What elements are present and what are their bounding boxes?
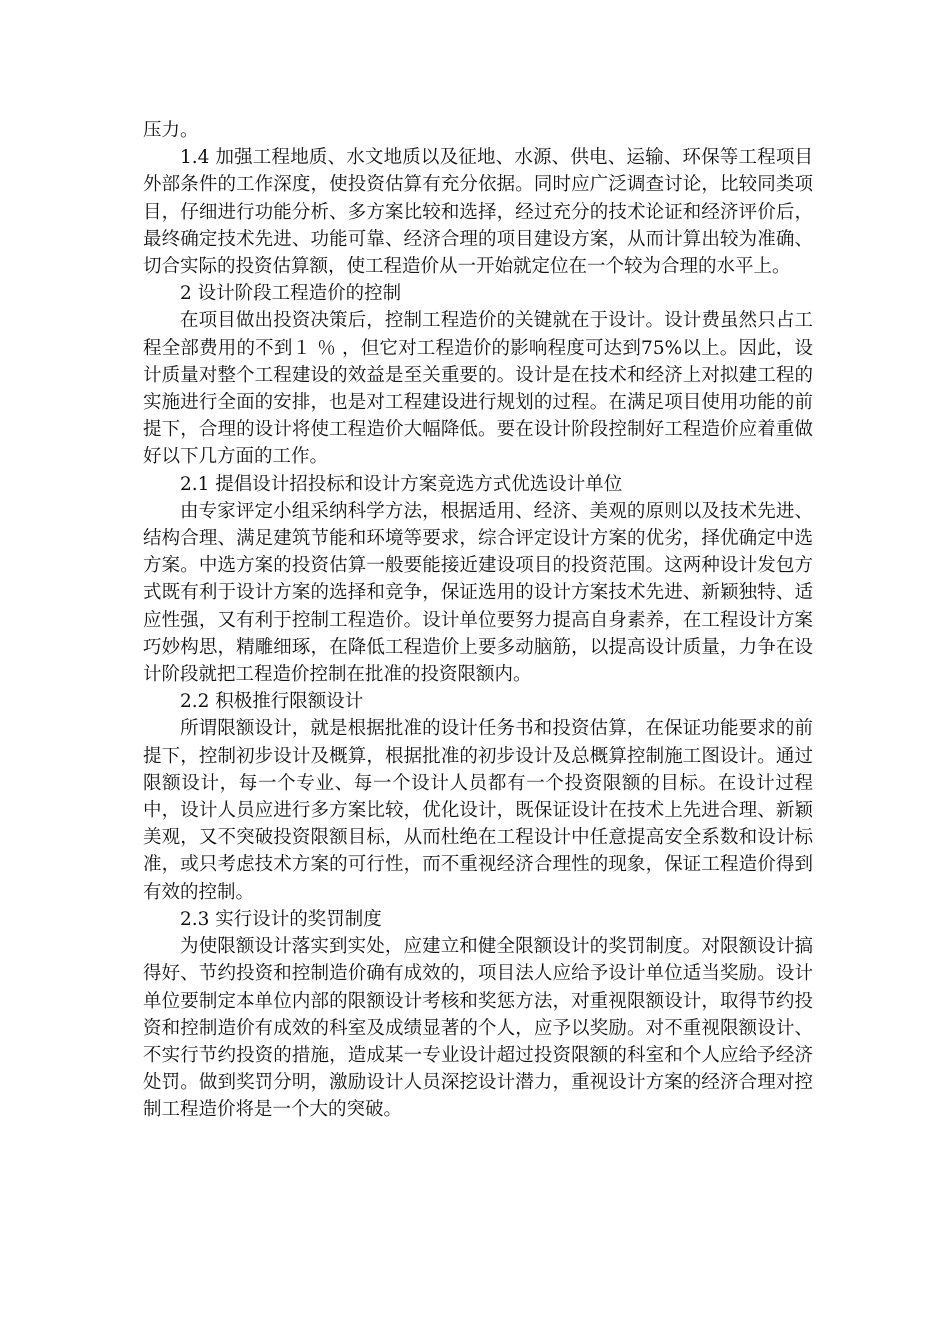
- paragraph-1-4: 1.4 加强工程地质、水文地质以及征地、水源、供电、运输、环保等工程项目外部条件的工作深度，使投资估算有充分依据。同时应广泛调查讨论，比较同类项目，仔细进行功能分析、多方案比较和选择，经过充分的技术论证和经济评价后，最终确定技术先进、功能可靠、经济合理的项目建设方案，从而计算出较为准确、切合实际的投资估算额，使工程造价从一开始就定位在一个较为合理的水平上。: [143, 147, 813, 278]
- paragraph-2-3: 为使限额设计落实到实处，应建立和健全限额设计的奖罚制度。对限额设计搞得好、节约投资和控制造价确有成效的，项目法人应给予设计单位适当奖励。设计单位要制定本单位内部的限额设计考核和奖惩方法，对重视限额设计，取得节约投资和控制造价有成效的科室及成绩显著的个人，应予以奖励。对不重视限额设计、不实行节约投资的措施，造成某一专业设计超过投资限额的科室和个人应给予经济处罚。做到奖罚分明，激励设计人员深挖设计潜力，重视设计方案的经济合理对控制工程造价将是一个大的突破。: [143, 936, 813, 1121]
- paragraph-continuation: 压力。: [143, 120, 199, 141]
- paragraph-2: 在项目做出投资决策后，控制工程造价的关键就在于设计。设计费虽然只占工程全部费用的不到１ ％ ，但它对工程造价的影响程度可达到75%以上。因此，设计质量对整个工程建设的效益是至关重要的。设计是在技术和经济上对拟建工程的实施进行全面的安排，也是对工程建设进行规划的过程。在满足项目使用功能的前提下，合理的设计将使工程造价大幅降低。要在设计阶段控制好工程造价应着重做好以下几方面的工作。: [143, 310, 813, 468]
- section-heading-2-3: 2.3 实行设计的奖罚制度: [180, 908, 382, 930]
- section-heading-2-1: 2.1 提倡设计招投标和设计方案竞选方式优选设计单位: [180, 473, 623, 495]
- document-body: [143, 117, 813, 1124]
- paragraph-2-1: 由专家评定小组采纳科学方法，根据适用、经济、美观的原则以及技术先进、结构合理、满足建筑节能和环境等要求，综合评定设计方案的优劣，择优确定中选方案。中选方案的投资估算一般要能接近建设项目的投资范围。这两种设计发包方式既有利于设计方案的选择和竞争，保证选用的设计方案技术先进、新颖独特、适应性强，又有利于控制工程造价。设计单位要努力提高自身素养，在工程设计方案巧妙构思，精雕细琢，在降低工程造价上要多动脑筋，以提高设计质量，力争在设计阶段就把工程造价控制在批准的投资限额内。: [143, 500, 813, 686]
- section-heading-2: 2 设计阶段工程造价的控制: [180, 283, 402, 305]
- paragraph-2-2: 所谓限额设计，就是根据批准的设计任务书和投资估算，在保证功能要求的前提下，控制初步设计及概算，根据批准的初步设计及总概算控制施工图设计。通过限额设计，每一个专业、每一个设计人员都有一个投资限额的目标。在设计过程中，设计人员应进行多方案比较，优化设计，既保证设计在技术上先进合理、新颖美观，又不突破投资限额目标，从而杜绝在工程设计中任意提高安全系数和设计标准，或只考虑技术方案的可行性，而不重视经济合理性的现象，保证工程造价得到有效的控制。: [143, 718, 813, 903]
- section-heading-2-2: 2.2 积极推行限额设计: [180, 691, 364, 713]
